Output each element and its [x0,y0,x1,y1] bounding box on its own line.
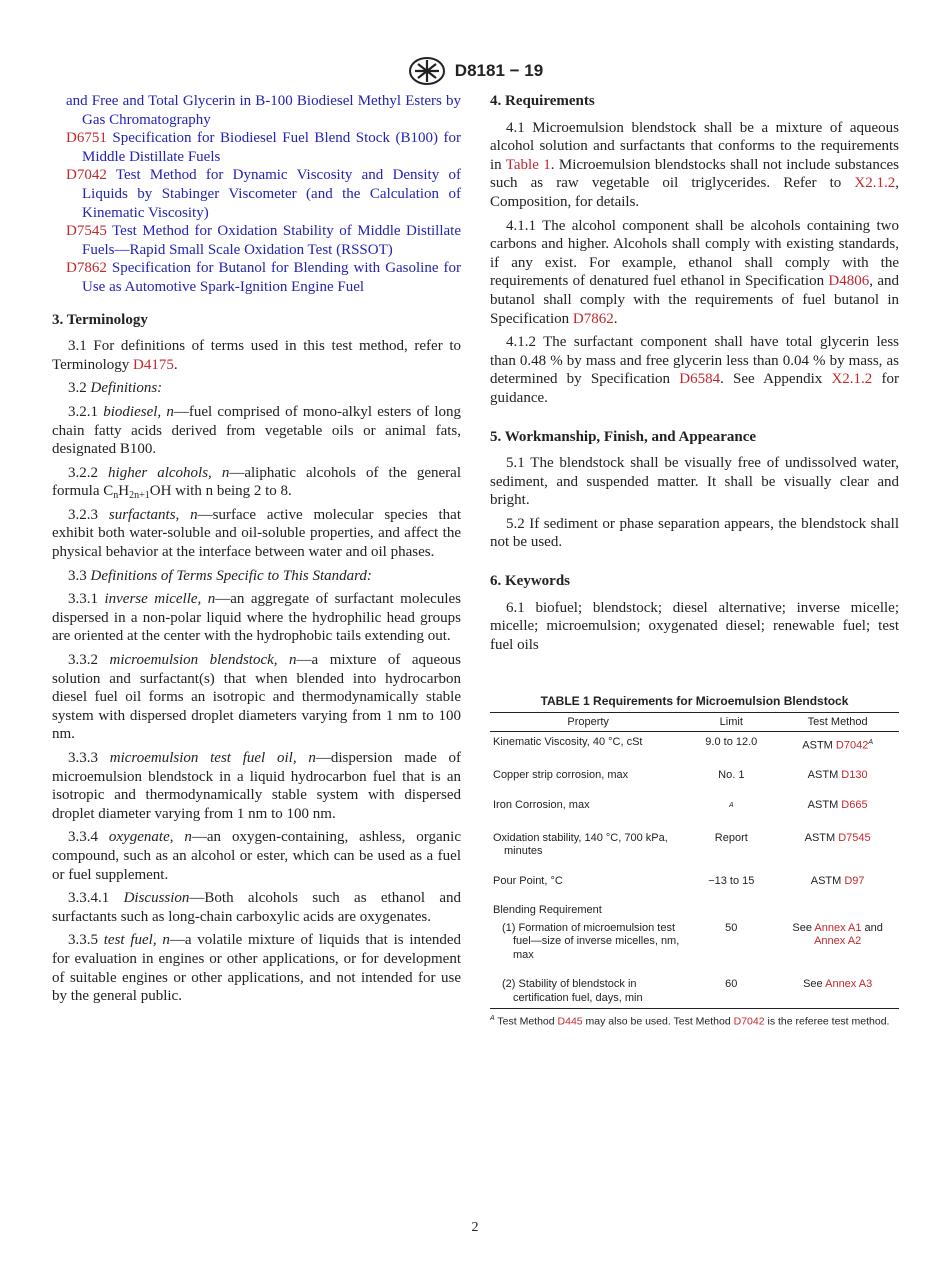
table-header-row [490,713,899,732]
paragraph: 3.2.1 biodiesel, n—fuel comprised of mono-alkyl esters of long chain fatty acids derived from vegetable oils or animal fats, designated B100. [52,403,462,458]
table-row: Oxidation stability, 140 °C, 700 kPa, minutes Report ASTM D7545 [493,831,871,858]
column-header: Property [490,713,686,732]
paragraph: 3.3.4.1 Discussion—Both alcohols such as ethanol and surfactants such as long-chain carboxylic acids are oxygenates. [52,890,461,925]
ref-link[interactable]: Annex A2 [814,935,862,948]
paragraph: 3.3 Definitions of Terms Specific to This Standard: [68,567,372,584]
ref-link[interactable]: Annex A1 [814,921,862,934]
ref-link[interactable]: D4175 [133,356,174,373]
ref-link[interactable]: D665 [841,798,868,811]
ref-item: D7545 Test Method for Oxidation Stability of Middle Distillate Fuels—Rapid Small Scale Oxidation Test (RSSOT) [66,223,462,258]
table-row: Pour Point, °C −13 to 15 ASTM D97 [493,874,865,887]
ref-link[interactable]: X2.1.2 [831,371,873,388]
paragraph: 5.2 If sediment or phase separation appears, the blendstock shall not be used. [490,515,899,551]
paragraph: 3.2 Definitions: [68,380,163,397]
ref-link[interactable]: D4806 [828,273,870,290]
ref-link[interactable]: D7042 [835,739,869,752]
ref-link[interactable]: Table 1 [505,156,551,173]
paragraph: 6.1 biofuel; blendstock; diesel alternative; inverse micelle; micelle; microemulsion; oxygenated diesel; renewable fuel; test fuel oils [490,599,899,653]
section-heading: 3. Terminology [52,311,148,328]
ref-link[interactable]: D7042 [733,1015,765,1028]
paragraph: 4.1.1 The alcohol component shall be alcohols containing two carbons and higher. Alcohols shall comply with existing standards, if any exist. For example, ethanol shall comply with the requirements of denatured fuel ethanol in Specification D4806, and butanol shall comply with the requirements of fuel butanol in Specification D7862. [490,217,899,327]
ref-link[interactable]: X2.1.2 [854,175,896,192]
ref-link[interactable]: D130 [841,769,868,782]
paragraph: 3.3.3 microemulsion test fuel oil, n—dispersion made of microemulsion blendstock in a liquid hydrocarbon fuel that is an isotropic and thermodynamically stable system with dispersed droplet diameter varying from 1 nm to 100 nm. [52,750,461,822]
section-heading: 4. Requirements [490,93,595,109]
ref-link[interactable]: D7862 [572,310,614,327]
left-column [52,92,461,1011]
right-column [490,92,899,659]
table-row: (2) Stability of blendstock in certification fuel, days, min 60 See Annex A3 [490,974,899,1009]
section-heading: 6. Keywords [490,573,570,590]
ref-link[interactable]: D445 [557,1015,583,1028]
ref-item: D6751 Specification for Biodiesel Fuel Blend Stock (B100) for Middle Distillate Fuels [66,130,461,165]
paragraph: 4.1.2 The surfactant component shall have total glycerin less than 0.48 % by mass and free glycerin less than 0.04 % by mass, as determined by Specification D6584. See Appendix X2.1.2 for guidance. [490,334,899,406]
table-footnote: $^A$ Test Method D445 may also be used. Test Method D7042 is the referee test method. [490,1015,890,1028]
paragraph: 5.1 The blendstock shall be visually free of undissolved water, sediment, and suspended matter. It shall be visually clear and bright. [490,455,899,509]
section-heading: 5. Workmanship, Finish, and Appearance [490,428,757,445]
ref-link[interactable]: D97 [844,874,865,887]
paragraph: 4.1 Microemulsion blendstock shall be a mixture of aqueous alcohol solution and surfactants that conforms to the requirements in Table 1. Microemulsion blendstocks shall not include substances such as raw vegetable oil triglycerides. Refer to X2.1.2, Composition, for details. [490,119,899,210]
column-header: Test Method [776,713,899,732]
ref-code-link[interactable]: D6751 [66,130,107,147]
requirements-table [490,694,899,1029]
referenced-documents [52,92,461,297]
paragraph: 3.3.2 microemulsion blendstock, n—a mixture of aqueous solution and surfactant(s) that when blended into hydrocarbon diesel fuel oil forms an isotropic and thermodynamically stable system with dispersed droplet diameters varying from 1 nm to 100 nm. [52,652,462,743]
ref-link[interactable]: D6584 [679,371,721,388]
paragraph: 3.2.2 higher alcohols, n—aliphatic alcohols of the general formula $C_nH_{2n+1}OH$ with n being 2 to 8. [52,464,462,502]
ref-link[interactable]: D7545 [838,831,871,844]
astm-logo-icon [407,56,447,86]
paragraph: 3.3.4 oxygenate, n—an oxygen-containing, ashless, organic compound, such as an alcohol or ester, which can be used as a fuel or fuel supplement. [52,829,461,883]
page-number: 2 [471,1220,479,1235]
paragraph: 3.2.3 surfactants, n—surface active molecular species that exhibit both water-soluble and oil-soluble properties, and affect the physical behavior at the interface between water and oil phases. [52,506,462,561]
paragraph: 3.1 For definitions of terms used in this test method, refer to Terminology D4175. [52,338,461,373]
paragraph: 3.3.5 test fuel, n—a volatile mixture of liquids that is intended for evaluation in engines or other applications, or for development of suitable engines or other applications, and not intended for use by the general public. [52,932,462,1005]
table-row: Blending Requirement [493,904,602,917]
ref-link[interactable]: Annex A3 [825,978,873,991]
page-header [0,56,950,86]
table-row: Iron Corrosion, max $^A$ ASTM D665 [493,798,868,811]
table-row: Kinematic Viscosity, 40 °C, cSt 9.0 to 12.0 ASTM $D7042^A$ [493,736,873,752]
column-header: Limit [686,713,776,732]
ref-item: and Free and Total Glycerin in B-100 Biodiesel Methyl Esters by Gas Chromatography [66,93,461,128]
ref-code-link[interactable]: D7862 [66,260,107,277]
ref-code-link[interactable]: D7042 [66,167,107,184]
paragraph: 3.3.1 inverse micelle, n—an aggregate of surfactant molecules dispersed in a non-polar liquid where the hydrophilic head groups are oriented at the center with the hydrophobic tails extending out. [52,591,461,645]
table-row: Copper strip corrosion, max No. 1 ASTM D130 [493,769,868,782]
ref-item: D7862 Specification for Butanol for Blending with Gasoline for Use as Automotive Spark-Ignition Engine Fuel [66,260,462,295]
ref-item: D7042 Test Method for Dynamic Viscosity and Density of Liquids by Stabinger Viscometer (and the Calculation of Kinematic Viscosity) [66,167,461,221]
table-row: (1) Formation of microemulsion test fuel—size of inverse micelles, nm, max 50 See Annex A1 and Annex A2 [502,921,883,961]
document-code: D8181 − 19 [454,61,544,80]
ref-code-link[interactable]: D7545 [66,223,107,240]
table-title: TABLE 1 Requirements for Microemulsion Blendstock [540,694,849,708]
